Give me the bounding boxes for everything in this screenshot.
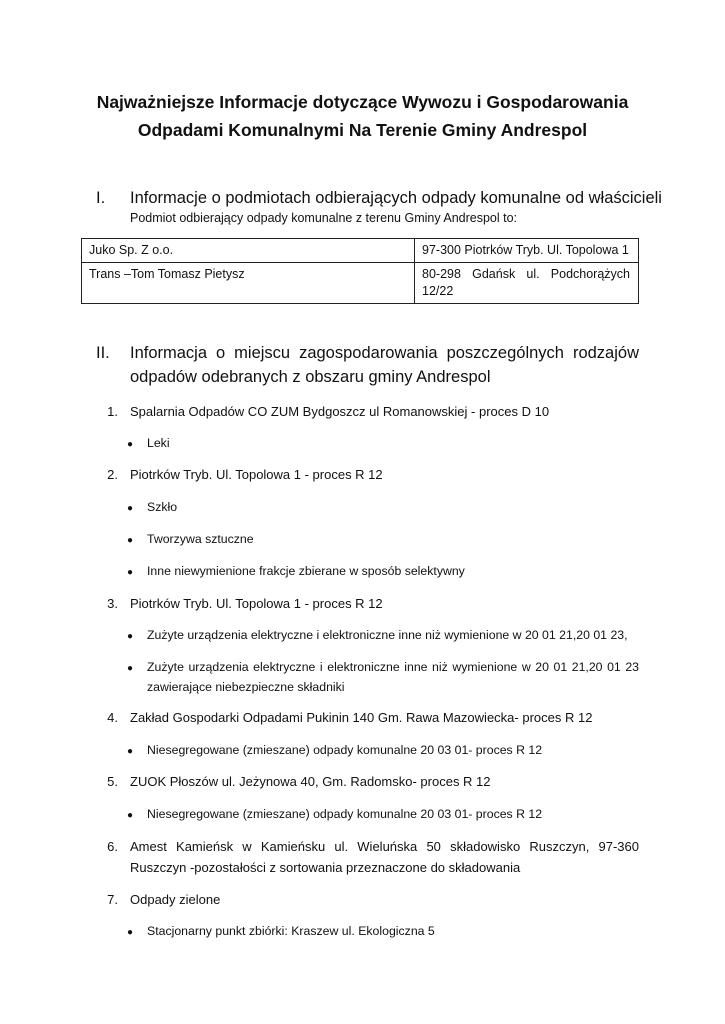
bullet-item [127, 740, 639, 762]
item-number: 5. [107, 774, 118, 789]
bullet-item [127, 625, 639, 647]
list-item [96, 593, 639, 614]
list-item [96, 771, 639, 792]
bullet-icon: ● [127, 927, 134, 938]
item-text: Piotrków Tryb. Ul. Topolowa 1 - proces R 12 [130, 467, 383, 482]
table-row [82, 239, 639, 263]
section-1-title: Informacje o podmiotach odbierających odpady komunalne od właścicieli [130, 189, 662, 207]
item-number: 6. [107, 839, 118, 854]
bullet-icon: ● [127, 535, 134, 546]
bullet-text: Leki [147, 436, 170, 450]
operator-name: Juko Sp. Z o.o. [82, 239, 415, 263]
document-title [60, 88, 665, 144]
bullet-text: Stacjonarny punkt zbiórki: Kraszew ul. Ekologiczna 5 [147, 924, 435, 938]
item-text: ZUOK Płoszów ul. Jeżynowa 40, Gm. Radomsko- proces R 12 [130, 774, 491, 789]
bullet-item [127, 529, 639, 551]
bullet-text: Niesegregowane (zmieszane) odpady komunalne 20 03 01- proces R 12 [147, 743, 543, 757]
item-text: Odpady zielone [130, 892, 221, 907]
bullet-text: Zużyte urządzenia elektryczne i elektroniczne inne niż wymienione w 20 01 21,20 01 23 zawierające niebezpieczne składniki [147, 660, 639, 694]
item-number: 7. [107, 892, 118, 907]
item-text: Zakład Gospodarki Odpadami Pukinin 140 Gm. Rawa Mazowiecka- proces R 12 [130, 710, 593, 725]
bullet-icon: ● [127, 746, 134, 757]
bullet-text: Inne niewymienione frakcje zbierane w sposób selektywny [147, 564, 465, 578]
section-1-heading [96, 186, 662, 210]
item-number: 2. [107, 467, 118, 482]
bullet-text: Szkło [147, 500, 178, 514]
item-text: Piotrków Tryb. Ul. Topolowa 1 - proces R 12 [130, 596, 383, 611]
list-item [96, 889, 639, 910]
bullet-item [127, 804, 639, 826]
operator-address: 80-298 Gdańsk ul. Podchorążych 12/22 [415, 263, 639, 304]
title-line-2: Odpadami Komunalnymi Na Terenie Gminy Andrespol [137, 120, 588, 140]
operator-name: Trans –Tom Tomasz Pietysz [82, 263, 415, 304]
bullet-icon: ● [127, 567, 134, 578]
bullet-icon: ● [127, 663, 134, 674]
item-number: 4. [107, 710, 118, 725]
bullet-icon: ● [127, 810, 134, 821]
item-text: Amest Kamieńsk w Kamieńsku ul. Wieluńska 50 składowisko Ruszczyn, 97-360 Ruszczyn -pozostałości z sortowania przeznaczone do składowania [130, 839, 639, 875]
bullet-item [127, 497, 639, 519]
bullet-item [127, 433, 639, 455]
list-item [96, 836, 639, 878]
section-2-heading [96, 341, 639, 389]
item-number: 3. [107, 596, 118, 611]
list-item [96, 401, 639, 422]
section-1-subheading: Podmiot odbierający odpady komunalne z terenu Gminy Andrespol to: [130, 211, 518, 225]
table-row [82, 263, 639, 304]
bullet-icon: ● [127, 503, 134, 514]
item-number: 1. [107, 404, 118, 419]
section-1-number: I. [96, 189, 106, 207]
operator-address: 97-300 Piotrków Tryb. Ul. Topolowa 1 [415, 239, 639, 263]
bullet-icon: ● [127, 631, 134, 642]
operators-table [81, 238, 639, 304]
bullet-item [127, 561, 639, 583]
section-2-title: Informacja o miejscu zagospodarowania poszczególnych rodzajów odpadów odebranych z obszaru gminy Andrespol [130, 344, 639, 386]
list-item [96, 464, 639, 485]
bullet-icon: ● [127, 439, 134, 450]
section-2-number: II. [96, 344, 110, 362]
bullet-text: Niesegregowane (zmieszane) odpady komunalne 20 03 01- proces R 12 [147, 807, 543, 821]
title-line-1: Najważniejsze Informacje dotyczące Wywozu i Gospodarowania [96, 92, 629, 112]
bullet-item [127, 921, 639, 943]
bullet-text: Tworzywa sztuczne [147, 532, 254, 546]
list-item [96, 707, 639, 728]
bullet-text: Zużyte urządzenia elektryczne i elektroniczne inne niż wymienione w 20 01 21,20 01 23, [147, 628, 628, 642]
bullet-item [127, 657, 639, 697]
item-text: Spalarnia Odpadów CO ZUM Bydgoszcz ul Romanowskiej - proces D 10 [130, 404, 550, 419]
